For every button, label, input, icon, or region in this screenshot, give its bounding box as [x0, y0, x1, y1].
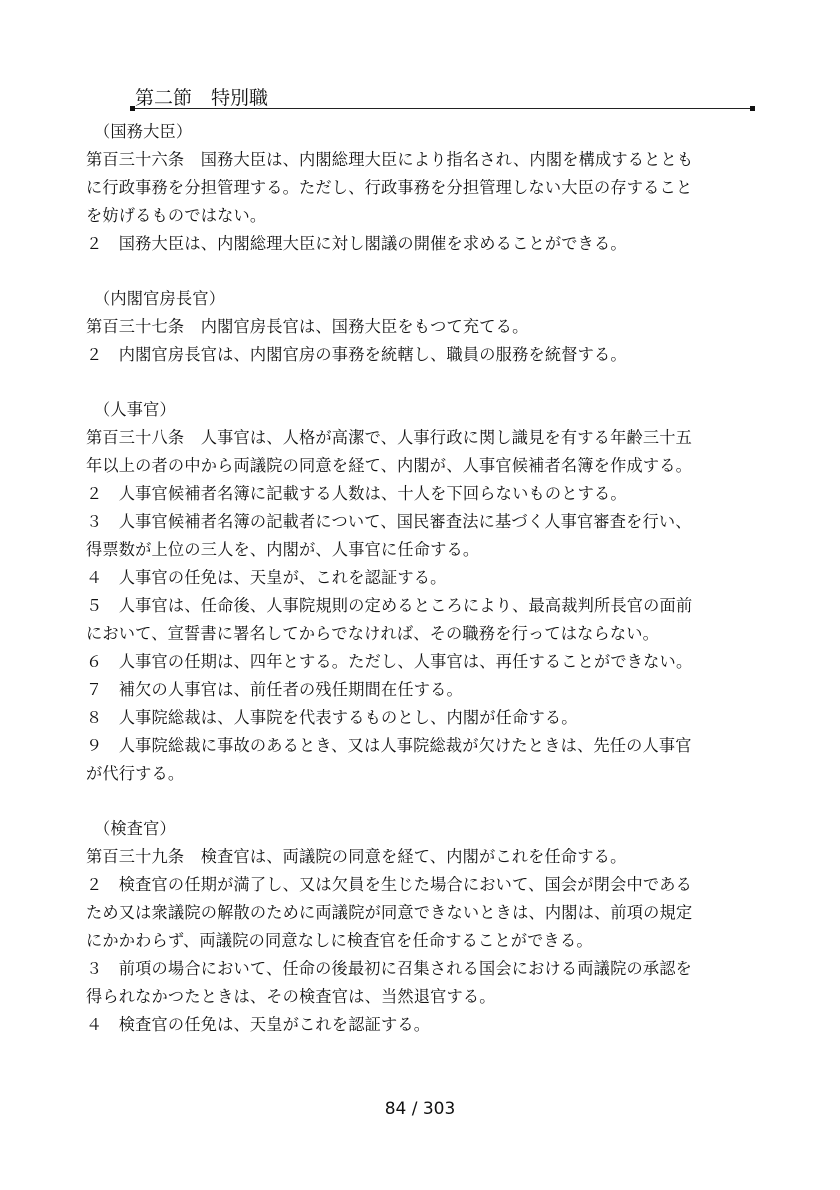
- article-line: において、宣誓書に署名してからでなければ、その職務を行ってはならない。: [86, 624, 660, 643]
- article-line: 年以上の者の中から両議院の同意を経て、内閣が、人事官候補者名簿を作成する。: [86, 456, 693, 475]
- article-line: ２ 検査官の任期が満了し、又は欠員を生じた場合において、国会が閉会中である: [86, 875, 693, 894]
- article-line: 得られなかつたときは、その検査官は、当然退官する。: [86, 987, 496, 1006]
- article-block-137: [86, 285, 756, 369]
- block-spacer: [86, 788, 756, 815]
- article-line: ７ 補欠の人事官は、前任者の残任期間在任する。: [86, 680, 463, 699]
- article-line: ３ 前項の場合において、任命の後最初に召集される国会における両議院の承認を: [86, 959, 693, 978]
- block-spacer: [86, 369, 756, 396]
- article-heading: （検査官）: [94, 819, 176, 838]
- section-title: 第二節 特別職: [135, 87, 269, 109]
- article-line: 第百三十九条 検査官は、両議院の同意を経て、内閣がこれを任命する。: [86, 847, 627, 866]
- rule-endpoint-right: [750, 106, 755, 111]
- article-line: ため又は衆議院の解散のために両議院が同意できないときは、内閣は、前項の規定: [86, 903, 693, 922]
- article-line: 第百三十八条 人事官は、人格が高潔で、人事行政に関し識見を有する年齢三十五: [86, 428, 693, 447]
- article-block-138: [86, 396, 756, 788]
- article-heading: （国務大臣）: [94, 122, 193, 141]
- page-number: 84 / 303: [384, 1099, 456, 1119]
- article-line: ８ 人事院総裁は、人事院を代表するものとし、内閣が任命する。: [86, 708, 578, 727]
- section-rule: [131, 108, 753, 109]
- article-line: に行政事務を分担管理する。ただし、行政事務を分担管理しない大臣の存すること: [86, 178, 693, 197]
- article-line: 得票数が上位の三人を、内閣が、人事官に任命する。: [86, 540, 480, 559]
- article-line: ２ 人事官候補者名簿に記載する人数は、十人を下回らないものとする。: [86, 484, 627, 503]
- article-line: が代行する。: [86, 764, 185, 783]
- article-line: ９ 人事院総裁に事故のあるとき、又は人事院総裁が欠けたときは、先任の人事官: [86, 736, 692, 755]
- rule-endpoint-left: [130, 106, 135, 111]
- article-heading: （人事官）: [94, 400, 176, 419]
- article-line: ６ 人事官の任期は、四年とする。ただし、人事官は、再任することができない。: [86, 652, 693, 671]
- article-line: ４ 検査官の任免は、天皇がこれを認証する。: [86, 1015, 431, 1034]
- article-body: [86, 118, 756, 1039]
- article-heading: （内閣官房長官）: [94, 289, 226, 308]
- article-line: ３ 人事官候補者名簿の記載者について、国民審査法に基づく人事官審査を行い、: [86, 512, 692, 531]
- section-header: [131, 86, 753, 112]
- article-line: を妨げるものではない。: [86, 206, 267, 225]
- article-line: にかかわらず、両議院の同意なしに検査官を任命することができる。: [86, 931, 593, 950]
- article-line: ５ 人事官は、任命後、人事院規則の定めるところにより、最高裁判所長官の面前: [86, 596, 693, 615]
- article-block-139: [86, 815, 756, 1039]
- article-line: ２ 内閣官房長官は、内閣官房の事務を統轄し、職員の服務を統督する。: [86, 345, 627, 364]
- block-spacer: [86, 258, 756, 285]
- article-block-136: [86, 118, 756, 258]
- article-line: 第百三十七条 内閣官房長官は、国務大臣をもつて充てる。: [86, 317, 529, 336]
- article-line: ２ 国務大臣は、内閣総理大臣に対し閣議の開催を求めることができる。: [86, 234, 627, 253]
- article-line: 第百三十六条 国務大臣は、内閣総理大臣により指名され、内閣を構成するととも: [86, 150, 694, 169]
- article-line: ４ 人事官の任免は、天皇が、これを認証する。: [86, 568, 447, 587]
